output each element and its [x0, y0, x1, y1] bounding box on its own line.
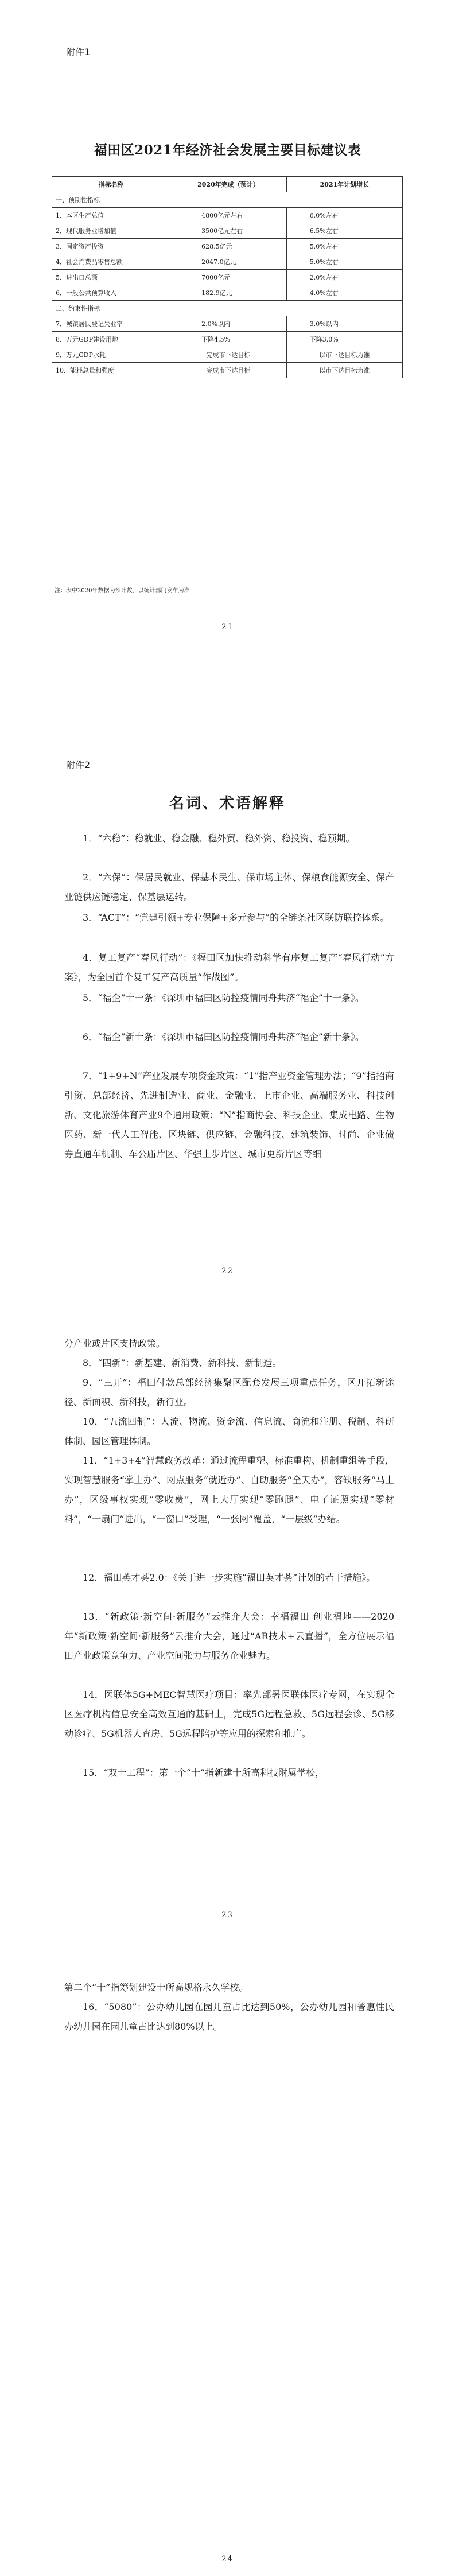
value-2020: 628.5亿元: [170, 239, 287, 254]
indicator-name: 6．一般公共预算收入: [52, 285, 170, 301]
term-paragraph: 7．“1+9+N”产业发展专项资金政策：“1”指产业资金管理办法；“9”指招商引资、总部经济、先进制造业、商业、金融业、上市企业、高端服务业、科技创新、文化旅游体育产业9个通用政策；“N”指商协会、科技企业、集成电路、生物医药、新一代人工智能、区块链、供应链、金融科技、建筑装饰、时尚、企业债券直通车机制、车公庙片区、华强上步片区、城市更新片区等细: [64, 1070, 394, 1159]
value-2020: 182.9亿元: [170, 285, 287, 301]
term-paragraph: 1．“六稳”：稳就业、稳金融、稳外贸、稳外资、稳投资、稳预期。: [83, 833, 355, 844]
table-note: 注：表中2020年数据为预计数，以统计部门发布为准: [55, 588, 190, 594]
page-number: — 24 —: [209, 2555, 246, 2563]
table-section-row: [52, 301, 403, 316]
table-row: [52, 332, 403, 347]
term-paragraph: 2．“六保”：保居民就业、保基本民生、保市场主体、保粮食能源安全、保产业链供应链稳定、保基层运转。: [64, 872, 394, 902]
value-2020: 4800亿元左右: [170, 208, 287, 223]
table-row: [52, 363, 403, 378]
indicator-name: 1．本区生产总值: [52, 208, 170, 223]
value-2020: 2.0%以内: [170, 316, 287, 332]
table-row: [52, 239, 403, 254]
term-paragraph: 4．复工复产“春风行动”：《福田区加快推动科学有序复工复产“春风行动”方案》，为全国首个复工复产高质量“作战图”。: [64, 952, 394, 983]
indicator-name: 2．现代服务业增加值: [52, 223, 170, 239]
term-paragraph: 13．“新政策·新空间·新服务”云推介大会：幸福福田 创业福地——2020年“新政策·新空间·新服务”云推介大会，通过“AR技术+云直播”，全方位展示福田产业政策竞争力、产业空间张力与服务企业魅力。: [64, 1611, 394, 1661]
page-21: [0, 0, 455, 644]
annex-label: 附件1: [66, 46, 91, 57]
page-title: 名词、术语解释: [169, 795, 286, 812]
value-2021: 5.0%左右: [286, 254, 402, 270]
value-2021: 3.0%以内: [286, 316, 402, 332]
indicator-name: 3．固定资产投资: [52, 239, 170, 254]
term-paragraph: 6．“福企”新十条：《深圳市福田区防控疫情同舟共济“福企”新十条》。: [83, 1031, 364, 1042]
annex-label: 附件2: [66, 759, 91, 770]
value-2020: 完成市下达目标: [170, 347, 287, 363]
term-paragraph: 3．“ACT”：“党建引领+专业保障+多元参与”的全链条社区联防联控体系。: [83, 912, 390, 923]
table-row: [52, 347, 403, 363]
page-number: — 23 —: [209, 1911, 246, 1919]
table-header-row: [52, 177, 403, 192]
term-paragraph: 11．“1+3+4”智慧政务改革：通过流程重塑、标准重构、机制重组等手段，实现智慧服务“掌上办”、网点服务“就近办”、自助服务“全天办”，容缺服务“马上办”，区级事权实现“零收费”，网上大厅实现“零跑腿”、电子证照实现“零材料”，“一扇门”进出，“一窗口”受理，“一张网”覆盖，“一层级”办结。: [64, 1455, 394, 1524]
term-paragraph: 10．“五流四制”：人流、物流、资金流、信息流、商流和注册、税制、科研体制、园区管理体制。: [64, 1416, 394, 1446]
indicator-name: 8．万元GDP建设用地: [52, 332, 170, 347]
value-2020: 下降4.5%: [170, 332, 287, 347]
page-24: [0, 1932, 455, 2576]
value-2021: 4.0%左右: [286, 285, 402, 301]
table-row: [52, 208, 403, 223]
section-label: 一、预期性指标: [52, 192, 403, 208]
value-2021: 5.0%左右: [286, 239, 402, 254]
table-row: [52, 223, 403, 239]
value-2021: 6.0%左右: [286, 208, 402, 223]
table-section-row: [52, 192, 403, 208]
value-2020: 2047.0亿元: [170, 254, 287, 270]
term-paragraph: 第二个“十”指筹划建设十所高规格永久学校。: [64, 1982, 248, 1993]
term-paragraph: 分产业或片区支持政策。: [64, 1338, 166, 1349]
indicator-name: 10．能耗总量和强度: [52, 363, 170, 378]
term-paragraph: 12．福田英才荟2.0：《关于进一步实施“福田英才荟”计划的若干措施》。: [83, 1572, 376, 1583]
value-2021: 以市下达目标为准: [286, 347, 402, 363]
page-22: [0, 644, 455, 1288]
section-label: 二、约束性指标: [52, 301, 403, 316]
indicator-name: 5．进出口总额: [52, 270, 170, 285]
page-23: [0, 1288, 455, 1932]
indicator-name: 9．万元GDP水耗: [52, 347, 170, 363]
term-paragraph: 8．“四新”：新基建、新消费、新科技、新制造。: [83, 1357, 282, 1368]
table-header: 2021年计划增长: [286, 177, 402, 192]
term-paragraph: 16．“5080”：公办幼儿园在园儿童占比达到50%，公办幼儿园和普惠性民办幼儿园在园儿童占比达到80%以上。: [64, 2001, 394, 2032]
term-paragraph: 9．“三开”：福田付款总部经济集聚区配套发展三项重点任务，区开拓新途径、新面积、新科技，新行业。: [64, 1377, 394, 1407]
page-number: — 21 —: [209, 623, 246, 631]
term-paragraph: 15．“双十工程”：第一个“十”指新建十所高科技附属学校，: [83, 1767, 325, 1778]
page-number: — 22 —: [209, 1267, 246, 1275]
table-row: [52, 316, 403, 332]
value-2020: 3500亿元左右: [170, 223, 287, 239]
indicator-name: 4．社会消费品零售总额: [52, 254, 170, 270]
value-2020: 完成市下达目标: [170, 363, 287, 378]
page-title: 福田区2021年经济社会发展主要目标建议表: [94, 142, 361, 158]
term-paragraph: 5．“福企”十一条：《深圳市福田区防控疫情同舟共济“福企”十一条》。: [83, 992, 364, 1003]
table-header: 2020年完成（预计）: [170, 177, 287, 192]
table-row: [52, 285, 403, 301]
table-header: 指标名称: [52, 177, 170, 192]
value-2021: 以市下达目标为准: [286, 363, 402, 378]
table-row: [52, 270, 403, 285]
indicator-name: 7．城镇居民登记失业率: [52, 316, 170, 332]
value-2020: 7000亿元: [170, 270, 287, 285]
indicator-table: [52, 176, 403, 378]
value-2021: 6.5%左右: [286, 223, 402, 239]
term-paragraph: 14．医联体5G+MEC智慧医疗项目：率先部署医联体医疗专网，在实现全区医疗机构信息安全高效互通的基础上，完成5G远程急救、5G远程会诊、5G移动诊疗、5G机器人查房、5G远程陪护等应用的探索和推广。: [64, 1689, 394, 1739]
value-2021: 下降3.0%: [286, 332, 402, 347]
value-2021: 2.0%左右: [286, 270, 402, 285]
table-row: [52, 254, 403, 270]
